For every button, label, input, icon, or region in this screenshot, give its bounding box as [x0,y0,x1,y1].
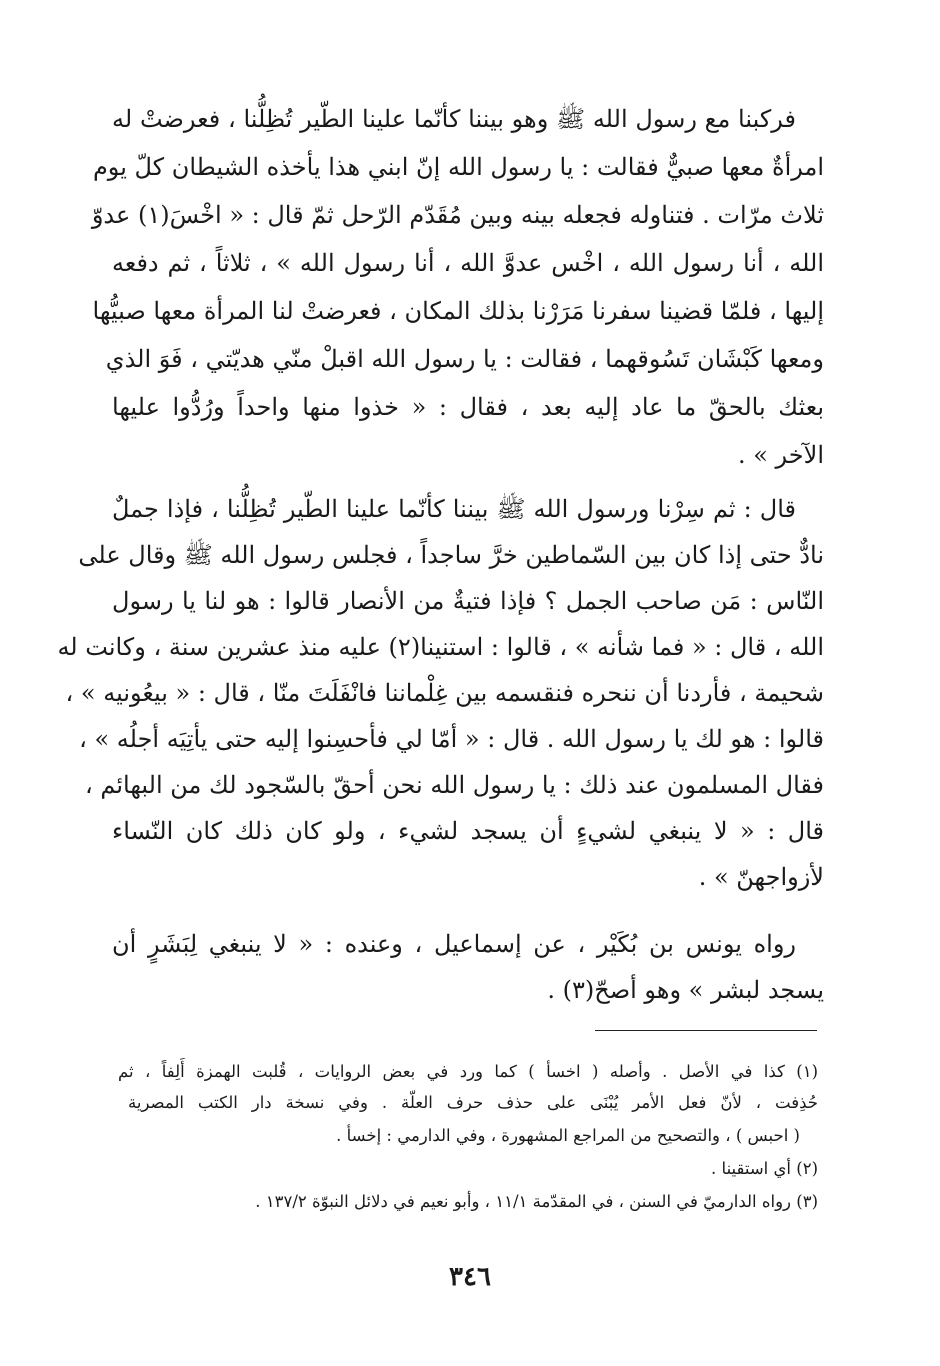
text-line: قالوا : هو لك يا رسول الله . قال : « أمّا لي فأحسِنوا إليه حتى يأتِيَه أجلُه » ، [79,725,824,753]
text-line: نادٌّ حتى إذا كان بين السّماطين خرَّ ساجداً ، فجلس رسول الله ﷺ وقال على [78,541,824,569]
text-line: قال : ثم سِرْنا ورسول الله ﷺ بيننا كأنّما علينا الطّير تُظِلُّنا ، فإذا جملٌ [112,495,796,523]
text-line: فركبنا مع رسول الله ﷺ وهو بيننا كأنّما علينا الطّير تُظِلُّنا ، فعرضتْ له [112,105,796,133]
text-line: بعثك بالحقّ ما عاد إليه بعد ، فقال : « خذوا منها واحداً ورُدُّوا عليها [112,393,824,421]
text-line: الله ، قال : « فما شأنه » ، قالوا : استنينا(٢) عليه منذ عشرين سنة ، وكانت له [57,633,824,661]
text-line: لأزواجهنّ » . [698,863,824,891]
text-line: رواه يونس بن بُكَيْر ، عن إسماعيل ، وعنده : « لا ينبغي لِبَشَرٍ أن [112,930,796,958]
text-line: يسجد لبشر » وهو أصحّ(٣) . [547,976,824,1004]
page-number: ٣٤٦ [449,1262,491,1292]
text-line: الآخر » . [737,441,824,469]
footnote-1-line-2: حُذِفت ، لأنّ فعل الأمر يُبْنَى على حذف حرف العلّة . وفي نسخة دار الكتب المصرية [128,1093,818,1112]
text-line: إليها ، فلمّا قضينا سفرنا مَرَرْنا بذلك المكان ، فعرضتْ لنا المرأة معها صبيُّها [92,297,824,325]
footnote-3: (٣) رواه الدارميّ في السنن ، في المقدّمة ١١/١ ، وأبو نعيم في دلائل النبوّة ١٣٧/٢ . [255,1192,818,1211]
footnote-2: (٢) أي استقينا . [711,1159,818,1178]
footnote-separator [595,1030,817,1031]
text-line: النّاس : مَن صاحب الجمل ؟ فإذا فتيةٌ من الأنصار قالوا : هو لنا يا رسول [112,587,824,615]
text-line: شحيمة ، فأردنا أن ننحره فنقسمه بين غِلْماننا فانْفَلَتَ منّا ، قال : « بيعُونيه » ، [65,679,824,707]
text-line: الله ، أنا رسول الله ، اخْس عدوَّ الله ، أنا رسول الله » ، ثلاثاً ، ثم دفعه [112,249,825,277]
text-line: امرأةٌ معها صبيٌّ فقالت : يا رسول الله إنّ ابني هذا يأخذه الشيطان كلّ يوم [92,153,824,181]
text-line: قال : « لا ينبغي لشيءٍ أن يسجد لشيء ، ولو كان ذلك كان النّساء [112,817,824,845]
text-line: ومعها كَبْشَان تَسُوقهما ، فقالت : يا رسول الله اقبلْ منّي هديّتي ، فَوَ الذي [105,345,824,373]
text-line: ثلاث مرّات . فتناوله فجعله بينه وبين مُقَدّم الرّحل ثمّ قال : « اخْسَ(١) عدوّ [91,201,824,229]
footnote-1-line-1: (١) كذا في الأصل . وأصله ( اخسأ ) كما ورد في بعض الروايات ، قُلبت الهمزة أَلِفاً ، ثم [118,1062,818,1081]
text-line: فقال المسلمون عند ذلك : يا رسول الله نحن أحقّ بالسّجود لك من البهائم ، [85,771,824,799]
footnote-1-line-3: ( احبس ) ، والتصحيح من المراجع المشهورة ، وفي الدارمي : إخسأ . [336,1126,800,1145]
